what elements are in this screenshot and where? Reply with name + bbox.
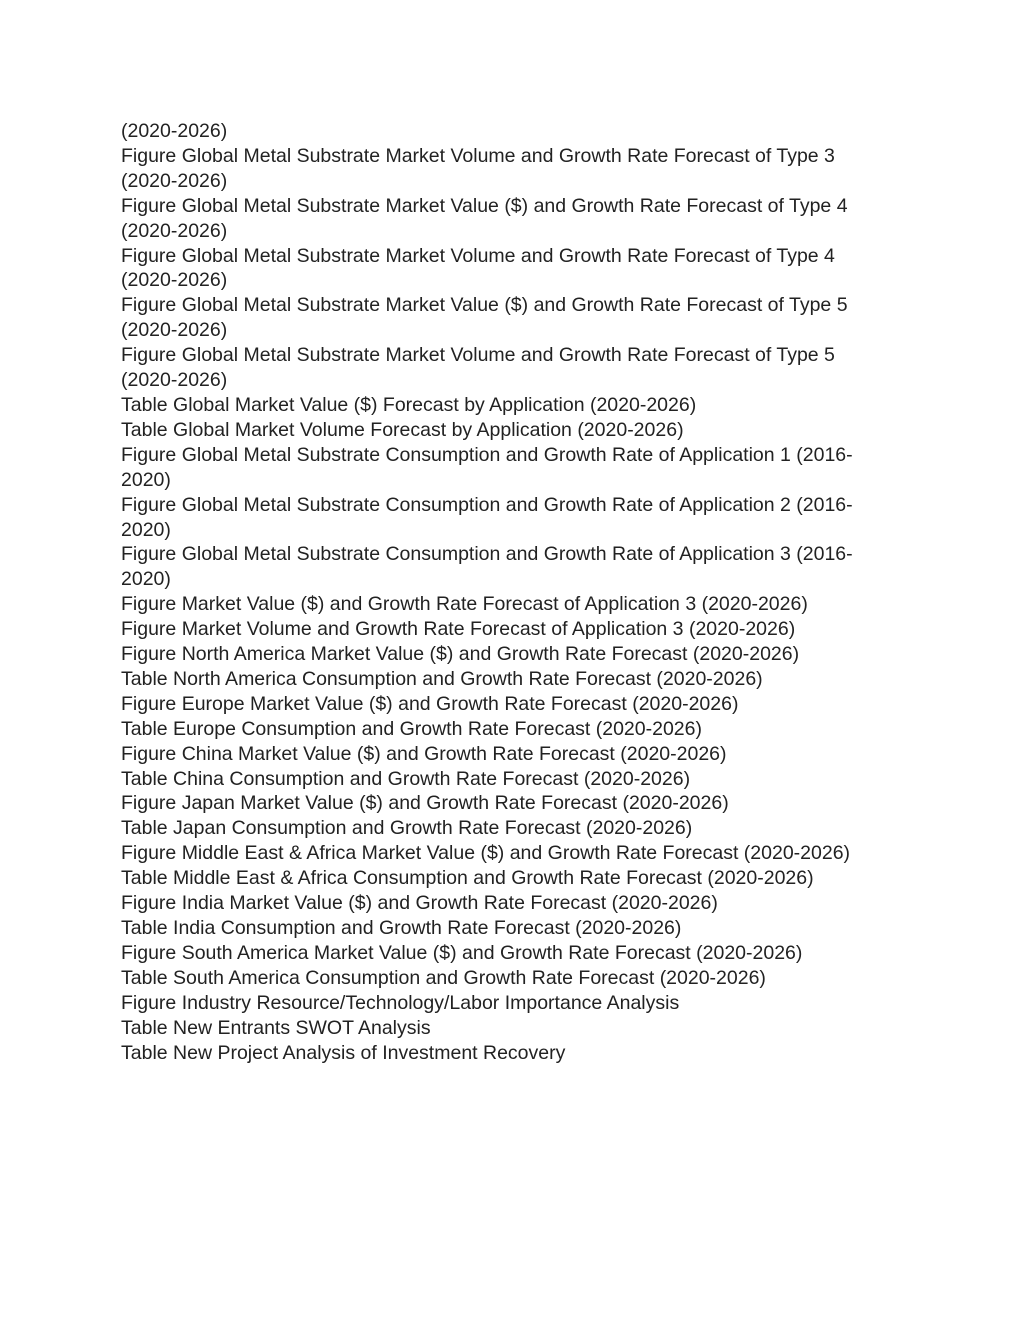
- text-line: Figure North America Market Value ($) and Growth Rate Forecast (2020-2026): [121, 643, 800, 666]
- text-line: Table Global Market Volume Forecast by Application (2020-2026): [121, 418, 684, 441]
- text-line: 2020): [121, 568, 171, 591]
- text-line: Figure Global Metal Substrate Consumption and Growth Rate of Application 2 (2016-: [121, 493, 853, 516]
- text-line: Figure Global Metal Substrate Market Volume and Growth Rate Forecast of Type 5: [121, 344, 835, 367]
- text-line: Figure Middle East & Africa Market Value ($) and Growth Rate Forecast (2020-2026): [121, 842, 851, 865]
- text-line: Table China Consumption and Growth Rate Forecast (2020-2026): [121, 767, 691, 790]
- text-line: Table Global Market Value ($) Forecast by Application (2020-2026): [121, 393, 697, 416]
- text-line: 2020): [121, 468, 171, 491]
- text-line: Table India Consumption and Growth Rate Forecast (2020-2026): [121, 917, 682, 939]
- text-line: (2020-2026): [121, 120, 228, 142]
- text-line: Figure Global Metal Substrate Market Value ($) and Growth Rate Forecast of Type 4: [121, 194, 848, 217]
- text-line: (2020-2026): [121, 319, 228, 342]
- text-line: Figure Japan Market Value ($) and Growth Rate Forecast (2020-2026): [121, 792, 729, 815]
- text-line: Figure Industry Resource/Technology/Labor Importance Analysis: [121, 991, 680, 1014]
- text-line: (2020-2026): [121, 219, 228, 242]
- text-line: (2020-2026): [121, 269, 228, 292]
- text-line: Figure Global Metal Substrate Market Value ($) and Growth Rate Forecast of Type 5: [121, 294, 848, 317]
- text-line: Figure Global Metal Substrate Consumption and Growth Rate of Application 1 (2016-: [121, 443, 853, 466]
- text-line: Figure Global Metal Substrate Market Volume and Growth Rate Forecast of Type 4: [121, 244, 835, 267]
- text-line: Table New Entrants SWOT Analysis: [121, 1016, 431, 1039]
- text-line: Figure South America Market Value ($) and Growth Rate Forecast (2020-2026): [121, 941, 803, 964]
- text-line: Figure India Market Value ($) and Growth Rate Forecast (2020-2026): [121, 892, 718, 915]
- text-line: (2020-2026): [121, 169, 228, 192]
- text-line: Figure Market Value ($) and Growth Rate Forecast of Application 3 (2020-2026): [121, 593, 808, 616]
- document-page: [121, 119, 891, 1065]
- text-line: 2020): [121, 518, 171, 541]
- text-line: Figure Market Volume and Growth Rate Forecast of Application 3 (2020-2026): [121, 618, 796, 641]
- text-line: Table Japan Consumption and Growth Rate Forecast (2020-2026): [121, 817, 693, 840]
- text-line: Table Europe Consumption and Growth Rate Forecast (2020-2026): [121, 717, 702, 740]
- text-line: Table New Project Analysis of Investment Recovery: [121, 1041, 566, 1064]
- text-line: Table North America Consumption and Growth Rate Forecast (2020-2026): [121, 667, 763, 690]
- text-line: Table Middle East & Africa Consumption and Growth Rate Forecast (2020-2026): [121, 867, 814, 890]
- text-line: Figure Global Metal Substrate Market Volume and Growth Rate Forecast of Type 3: [121, 144, 835, 167]
- text-line: (2020-2026): [121, 369, 228, 392]
- text-line: Figure Europe Market Value ($) and Growth Rate Forecast (2020-2026): [121, 692, 739, 715]
- text-line: Figure China Market Value ($) and Growth Rate Forecast (2020-2026): [121, 742, 727, 765]
- text-line: Figure Global Metal Substrate Consumption and Growth Rate of Application 3 (2016-: [121, 543, 853, 566]
- text-line: Table South America Consumption and Growth Rate Forecast (2020-2026): [121, 966, 766, 989]
